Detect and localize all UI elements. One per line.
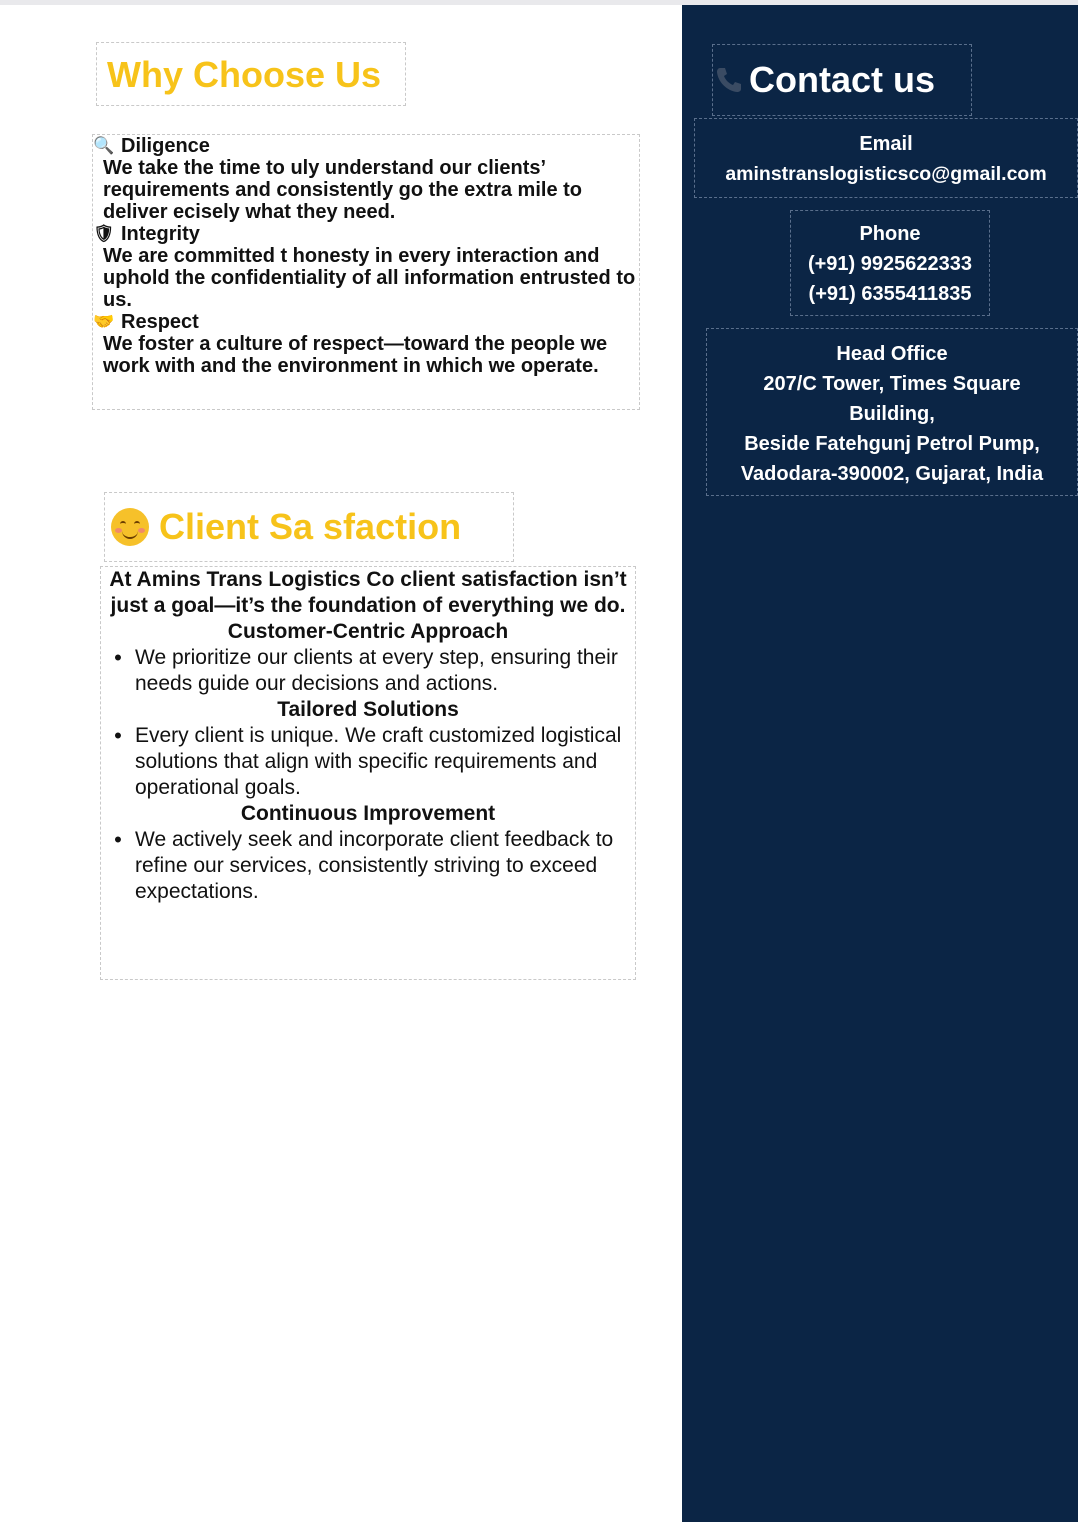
bullet-icon: • xyxy=(114,723,122,748)
value-respect xyxy=(93,311,639,377)
address-line: Vadodara-390002, Gujarat, India xyxy=(740,463,1044,485)
handshake-icon: 🤝 xyxy=(93,312,115,331)
values-list xyxy=(92,134,640,410)
section-heading: Customer-Centric Approach xyxy=(227,620,509,643)
client-satisfaction-title xyxy=(104,492,514,562)
email-box xyxy=(694,118,1078,198)
phone-label: Phone xyxy=(859,223,921,245)
why-choose-us-title: Why Choose Us xyxy=(96,42,406,106)
magnifier-icon: 🔍 xyxy=(93,136,115,155)
section-heading: Tailored Solutions xyxy=(277,698,459,721)
shield-icon: 🛡 xyxy=(93,224,115,243)
value-text: We foster a culture of respect—toward the people we work with and the environment in which we operate. xyxy=(103,333,608,377)
email-label: Email xyxy=(859,133,913,155)
address-line: Beside Fatehgunj Petrol Pump, xyxy=(744,433,1040,455)
value-title: Diligence xyxy=(121,135,210,157)
value-integrity xyxy=(93,223,639,311)
contact-heading: Contact us xyxy=(749,59,936,100)
bullet-icon: • xyxy=(114,645,122,670)
value-title: Integrity xyxy=(121,223,200,245)
list-item xyxy=(101,723,635,801)
value-diligence xyxy=(93,135,639,223)
phone-box xyxy=(790,210,990,316)
address-line: Building, xyxy=(849,403,935,425)
section-heading: Continuous Improvement xyxy=(240,802,496,825)
address-line: 207/C Tower, Times Square xyxy=(763,373,1021,395)
head-office-label: Head Office xyxy=(836,343,948,365)
section-text: We prioritize our clients at every step, ensuring their needs guide our decisions and actions. xyxy=(135,646,618,695)
satisfaction-intro: At Amins Trans Logistics Co client satisfaction isn’t just a goal—it’s the foundation of everything we do. xyxy=(109,568,627,617)
client-satisfaction-heading: Client Sa sfaction xyxy=(159,506,462,547)
head-office-box xyxy=(706,328,1078,496)
phone-icon xyxy=(713,64,745,96)
section-text: Every client is unique. We craft customized logistical solutions that align with specific requirements and operational goals. xyxy=(135,724,622,799)
phone-number-1[interactable]: (+91) 9925622333 xyxy=(807,253,973,275)
email-link[interactable]: aminstranslogisticsco@gmail.com xyxy=(725,163,1047,185)
contact-title xyxy=(712,44,972,116)
smiley-icon xyxy=(111,508,149,546)
satisfaction-content xyxy=(100,566,636,980)
value-text: We are committed t honesty in every interaction and uphold the confidentiality of all information entrusted to us. xyxy=(103,245,636,311)
bullet-icon: • xyxy=(114,827,122,852)
phone-number-2[interactable]: (+91) 6355411835 xyxy=(808,283,972,305)
section-text: We actively seek and incorporate client feedback to refine our services, consistently striving to exceed expectations. xyxy=(135,828,614,903)
list-item xyxy=(101,827,635,905)
value-text: We take the time to uly understand our clients’ requirements and consistently go the extra mile to deliver ecisely what they need. xyxy=(103,157,583,223)
value-title: Respect xyxy=(121,311,199,333)
list-item xyxy=(101,645,635,697)
